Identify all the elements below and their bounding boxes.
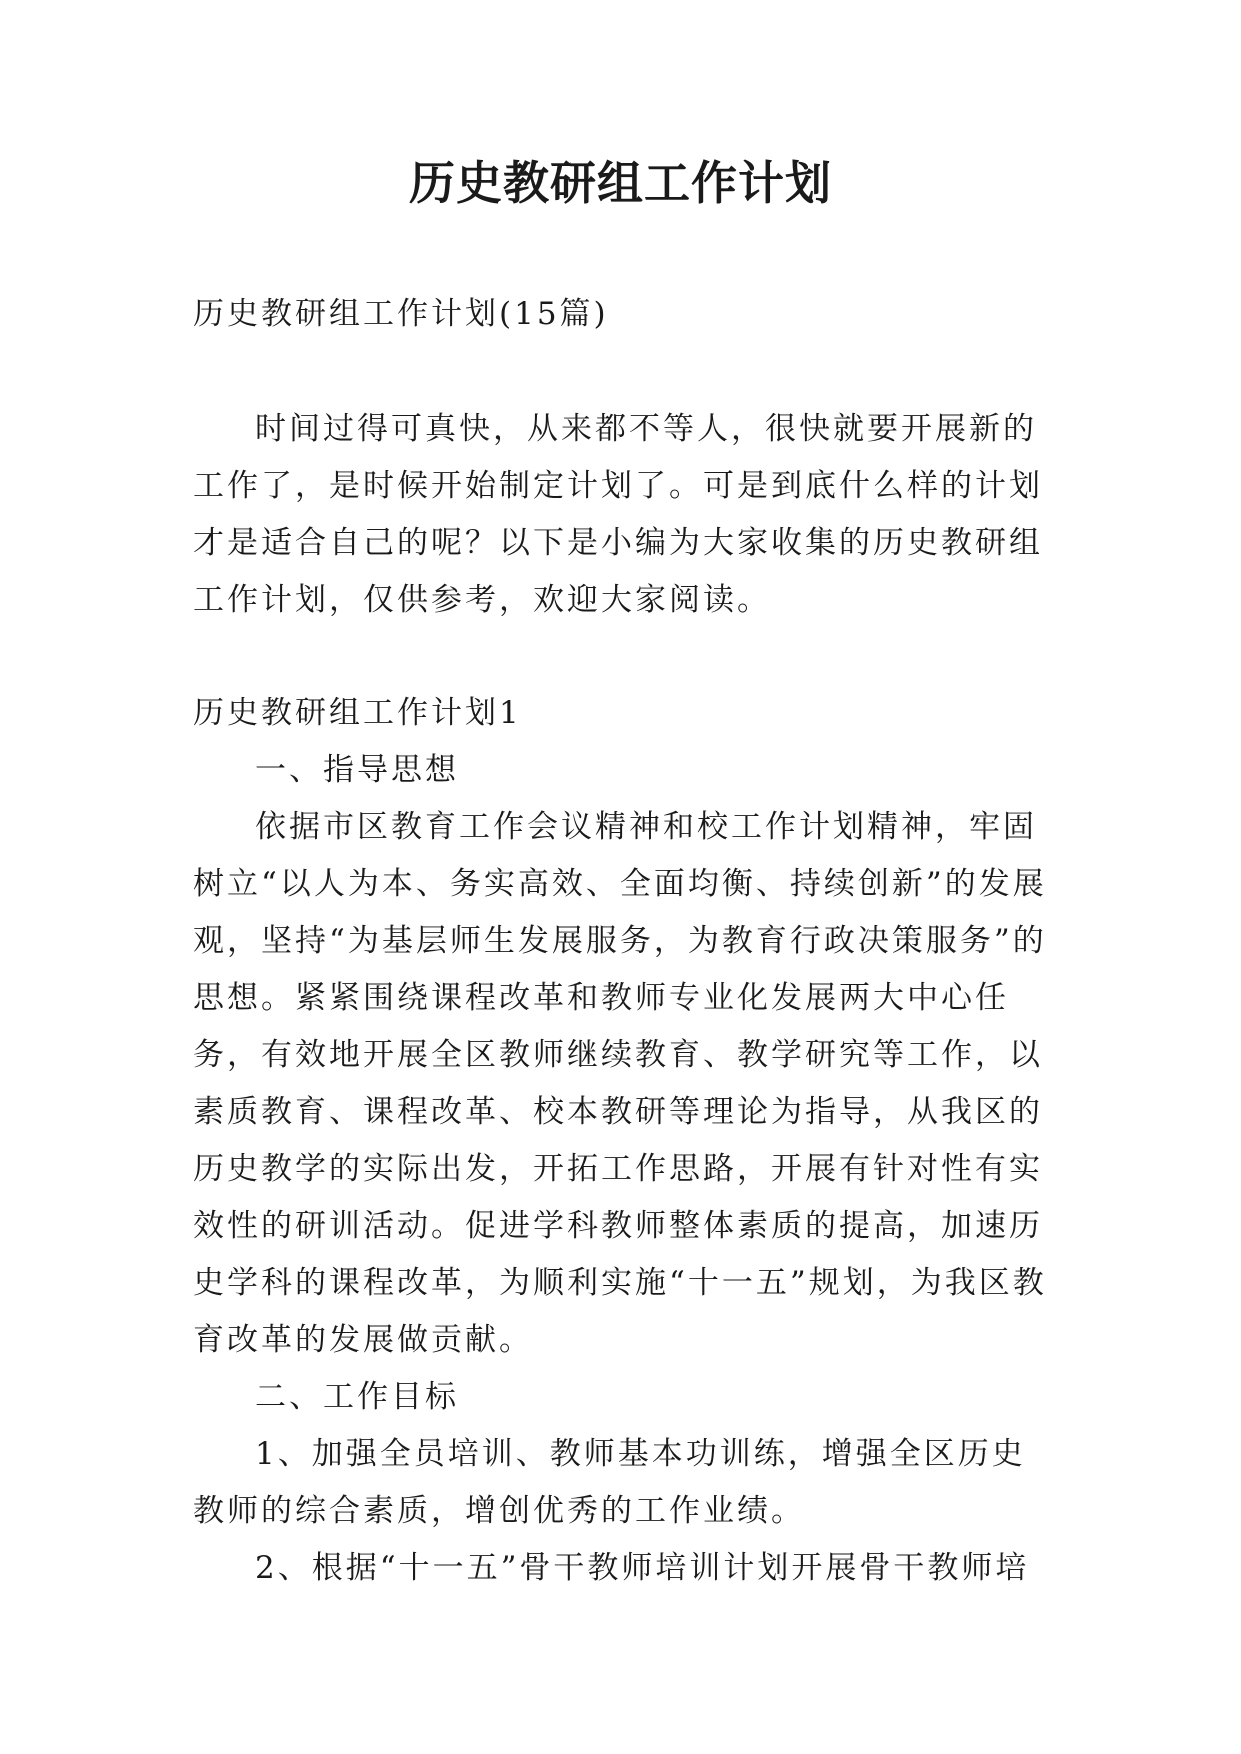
- heading-work-goals: 二、工作目标: [255, 1379, 459, 1415]
- goal-item-2: 2、根据“十一五”骨干教师培训计划开展骨干教师培: [255, 1550, 1030, 1586]
- goal-item-1: 1、加强全员培训、教师基本功训练，增强全区历史教师的综合素质，增创优秀的工作业绩。: [193, 1436, 1026, 1529]
- document-subtitle: 历史教研组工作计划(15篇): [193, 296, 609, 332]
- document-title: 历史教研组工作计划: [409, 156, 832, 210]
- heading-guiding-ideology: 一、指导思想: [255, 752, 459, 788]
- document-body: [193, 286, 1049, 1597]
- section-title: 历史教研组工作计划1: [193, 695, 522, 731]
- paragraph-guiding-ideology: 依据市区教育工作会议精神和校工作计划精神，牢固树立“以人为本、务实高效、全面均衡、持续创新”的发展观，坚持“为基层师生发展服务，为教育行政决策服务”的思想。紧紧围绕课程改革和教师专业化发展两大中心任务，有效地开展全区教师继续教育、教学研究等工作，以素质教育、课程改革、校本教研等理论为指导，从我区的历史教学的实际出发，开拓工作思路，开展有针对性有实效性的研训活动。促进学科教师整体素质的提高，加速历史学科的课程改革，为顺利实施“十一五”规划，为我区教育改革的发展做贡献。: [193, 809, 1047, 1358]
- intro-paragraph: 时间过得可真快，从来都不等人，很快就要开展新的工作了，是时候开始制定计划了。可是到底什么样的计划才是适合自己的呢？以下是小编为大家收集的历史教研组工作计划，仅供参考，欢迎大家阅读。: [193, 411, 1043, 618]
